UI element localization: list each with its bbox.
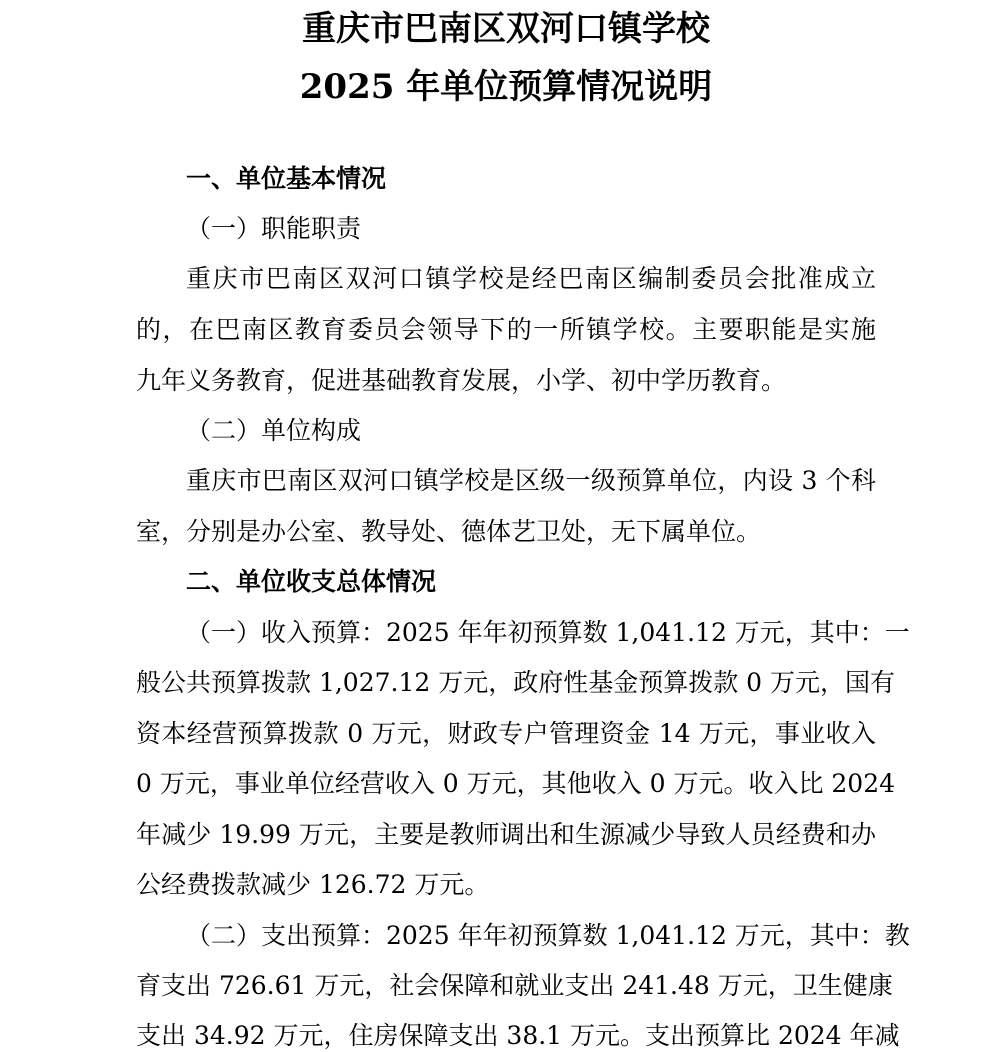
income-line: 0 万元，事业单位经营收入 0 万元，其他收入 0 万元。收入比 2024 bbox=[136, 769, 896, 798]
section-1-sub-2-heading: （二）单位构成 bbox=[186, 416, 362, 445]
section-2-heading: 二、单位收支总体情况 bbox=[186, 567, 437, 596]
expense-line: （二）支出预算：2025 年年初预算数 1,041.12 万元，其中：教 bbox=[186, 921, 910, 950]
document-title bbox=[136, 0, 876, 116]
paragraph-line: 重庆市巴南区双河口镇学校是经巴南区编制委员会批准成立 bbox=[186, 264, 876, 293]
income-line: 公经费拨款减少 126.72 万元。 bbox=[136, 870, 490, 899]
income-line: 资本经营预算拨款 0 万元，财政专户管理资金 14 万元，事业收入 bbox=[136, 719, 876, 748]
paragraph-line: 重庆市巴南区双河口镇学校是区级一级预算单位，内设 3 个科 bbox=[186, 466, 876, 495]
expense-line: 支出 34.92 万元，住房保障支出 38.1 万元。支出预算比 2024 年减 bbox=[136, 1021, 900, 1050]
paragraph-line: 的，在巴南区教育委员会领导下的一所镇学校。主要职能是实施 bbox=[136, 315, 876, 344]
title-line-2: 2025 年单位预算情况说明 bbox=[299, 67, 713, 107]
paragraph-line: 九年义务教育，促进基础教育发展，小学、初中学历教育。 bbox=[136, 366, 787, 395]
title-line-1: 重庆市巴南区双河口镇学校 bbox=[302, 9, 710, 49]
document-page bbox=[136, 0, 910, 1050]
section-1-heading: 一、单位基本情况 bbox=[186, 164, 387, 193]
income-line: （一）收入预算：2025 年年初预算数 1,041.12 万元，其中：一 bbox=[186, 618, 910, 647]
expense-line: 育支出 726.61 万元，社会保障和就业支出 241.48 万元，卫生健康 bbox=[136, 971, 893, 1000]
paragraph-line: 室，分别是办公室、教导处、德体艺卫处，无下属单位。 bbox=[136, 517, 762, 546]
section-1-sub-1-heading: （一）职能职责 bbox=[186, 214, 362, 243]
income-line: 年减少 19.99 万元，主要是教师调出和生源减少导致人员经费和办 bbox=[136, 820, 876, 849]
income-line: 般公共预算拨款 1,027.12 万元，政府性基金预算拨款 0 万元，国有 bbox=[136, 668, 896, 697]
